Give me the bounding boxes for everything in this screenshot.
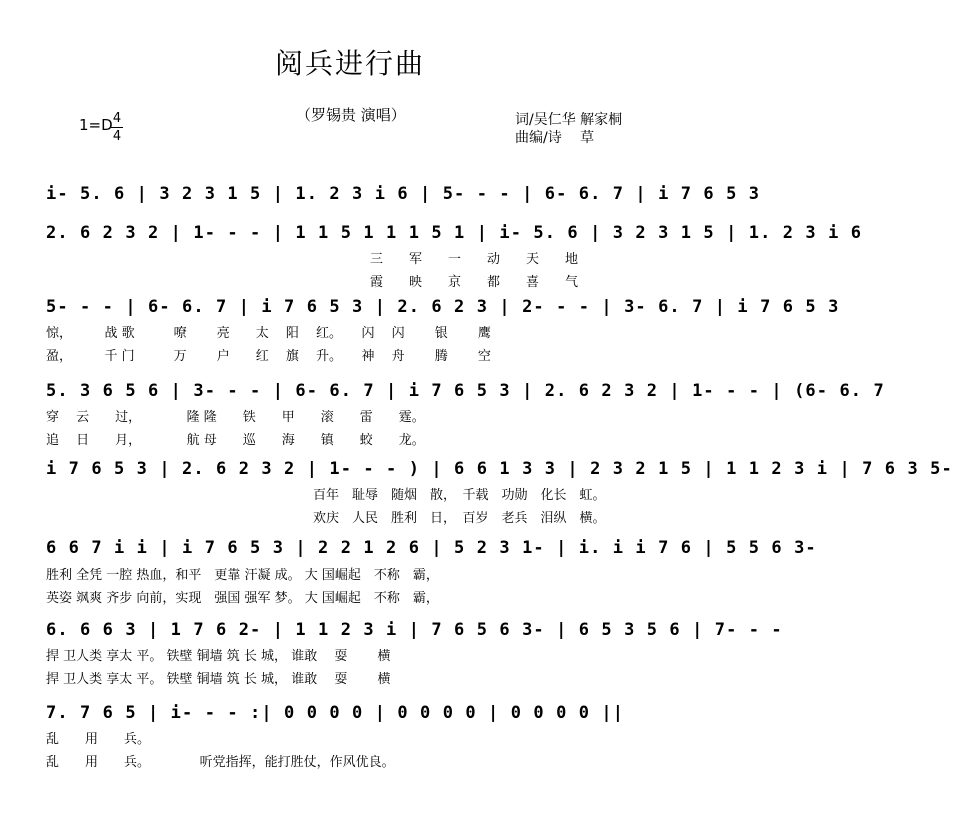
lyric-line-6b: 英姿 飒爽 齐步 向前，实现 强国 强军 梦。 大 国崛起 不称 霸， xyxy=(46,591,439,606)
song-title: 阅兵进行曲 xyxy=(274,47,425,80)
notation-line-5: i 7 6 5 3 | 2. 6 2 3 2 | 1- - - ) | 6 6 1 3 3 | 2 3 2 1 5 | 1 1 2 3 i | 7 6 3 5- xyxy=(46,459,953,479)
time-signature xyxy=(111,111,123,144)
lyric-line-2b: 霞 映 京 都 喜 气 xyxy=(370,275,579,290)
singer-credit: （罗锡贵 演唱） xyxy=(296,106,406,124)
notation-line-7: 6. 6 6 3 | 1 7 6 2- | 1 1 2 3 i | 7 6 5 6 3- | 6 5 3 5 6 | 7- - - xyxy=(46,620,783,640)
credits xyxy=(515,111,622,147)
lyric-line-5b: 欢庆 人民 胜利 日， 百岁 老兵 泪纵 横。 xyxy=(313,511,606,526)
lyric-line-4a: 穿 云 过， 隆 隆 铁 甲 滚 雷 霆。 xyxy=(46,410,425,425)
notation-line-1: i- 5. 6 | 3 2 3 1 5 | 1. 2 3 i 6 | 5- - - | 6- 6. 7 | i 7 6 5 3 xyxy=(46,184,761,204)
time-signature-bar xyxy=(111,127,123,128)
notation-line-8: 7. 7 6 5 | i- - - :| 0 0 0 0 | 0 0 0 0 | 0 0 0 0 || xyxy=(46,703,625,723)
lyric-line-3b: 盈， 千 门 万 户 红 旗 升。 神 舟 腾 空 xyxy=(46,349,491,364)
time-signature-denominator: 4 xyxy=(112,129,122,144)
composer-credit: 曲编/诗 草 xyxy=(515,130,595,146)
lyric-line-4b: 追 日 月， 航 母 巡 海 镇 蛟 龙。 xyxy=(46,433,425,448)
lyric-line-2a: 三 军 一 动 天 地 xyxy=(370,252,579,267)
lyric-line-8b: 乱 用 兵。 听党指挥，能打胜仗，作风优良。 xyxy=(46,755,395,770)
key-signature: 1=D xyxy=(79,116,113,134)
lyric-line-7a: 捍 卫人类 享太 平。 铁壁 铜墙 筑 长 城， 谁敢 耍 横 xyxy=(46,649,391,664)
lyric-line-6a: 胜利 全凭 一腔 热血，和平 更靠 汗凝 成。 大 国崛起 不称 霸， xyxy=(46,568,439,583)
lyric-line-7b: 捍 卫人类 享太 平。 铁壁 铜墙 筑 长 城， 谁敢 耍 横 xyxy=(46,672,391,687)
notation-line-4: 5. 3 6 5 6 | 3- - - | 6- 6. 7 | i 7 6 5 3 | 2. 6 2 3 2 | 1- - - | (6- 6. 7 xyxy=(46,381,885,401)
notation-line-3: 5- - - | 6- 6. 7 | i 7 6 5 3 | 2. 6 2 3 | 2- - - | 3- 6. 7 | i 7 6 5 3 xyxy=(46,297,840,317)
lyricist-credit: 词/吴仁华 解家桐 xyxy=(515,112,623,128)
time-signature-numerator: 4 xyxy=(112,111,122,126)
lyric-line-5a: 百年 耻辱 随烟 散， 千载 功勋 化长 虹。 xyxy=(313,488,606,503)
notation-line-6: 6 6 7 i i | i 7 6 5 3 | 2 2 1 2 6 | 5 2 3 1- | i. i i 7 6 | 5 5 6 3- xyxy=(46,538,817,558)
lyric-line-3a: 惊， 战 歌 嘹 亮 太 阳 红。 闪 闪 银 鹰 xyxy=(46,326,491,341)
lyric-line-8a: 乱 用 兵。 xyxy=(46,732,151,747)
notation-line-2: 2. 6 2 3 2 | 1- - - | 1 1 5 1 1 1 5 1 | i- 5. 6 | 3 2 3 1 5 | 1. 2 3 i 6 xyxy=(46,223,863,243)
